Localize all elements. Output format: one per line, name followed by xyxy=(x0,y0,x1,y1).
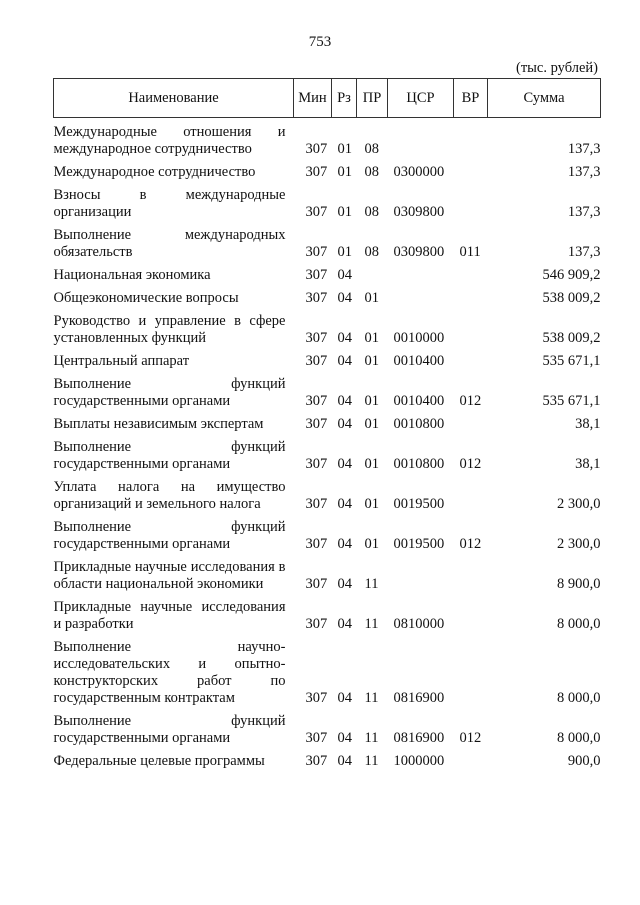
header-sum: Сумма xyxy=(488,79,601,118)
cell-sum: 8 000,0 xyxy=(557,690,601,706)
table-row xyxy=(54,310,601,350)
cell-name: Национальная экономика xyxy=(53,267,211,283)
cell-name: Центральный аппарат xyxy=(53,353,190,369)
cell-vr xyxy=(454,287,488,310)
table-row xyxy=(54,596,601,636)
cell-pr: 11 xyxy=(364,576,379,592)
page-number: 753 xyxy=(308,34,332,50)
header-pr: ПР xyxy=(357,79,388,118)
cell-sum: 137,3 xyxy=(567,141,601,157)
cell-vr: 012 xyxy=(459,393,482,409)
cell-rz: 04 xyxy=(337,730,352,746)
cell-min: 307 xyxy=(305,753,328,769)
table-row xyxy=(54,476,601,516)
cell-rz: 04 xyxy=(337,616,352,632)
table-row xyxy=(54,373,601,413)
cell-pr: 01 xyxy=(364,393,379,409)
cell-name: Выполнение функций государственными органами xyxy=(53,713,286,746)
cell-vr: 012 xyxy=(459,536,482,552)
cell-sum: 38,1 xyxy=(575,416,601,432)
cell-pr: 01 xyxy=(364,416,379,432)
cell-name: Международные отношения и международное сотрудничество xyxy=(53,124,286,157)
cell-rz: 04 xyxy=(337,393,352,409)
cell-pr: 08 xyxy=(364,164,379,180)
cell-sum: 8 000,0 xyxy=(557,616,601,632)
cell-sum: 900,0 xyxy=(567,753,601,769)
cell-csr: 1000000 xyxy=(393,753,445,769)
cell-sum: 538 009,2 xyxy=(542,330,601,346)
cell-pr: 01 xyxy=(364,353,379,369)
cell-vr xyxy=(454,636,488,710)
cell-name: Выполнение функций государственными органами xyxy=(53,439,286,472)
cell-vr xyxy=(454,413,488,436)
cell-name: Федеральные целевые программы xyxy=(53,753,265,769)
cell-min: 307 xyxy=(305,536,328,552)
cell-csr: 0300000 xyxy=(393,164,445,180)
table-row xyxy=(54,184,601,224)
cell-pr: 01 xyxy=(364,496,379,512)
cell-sum: 538 009,2 xyxy=(542,290,601,306)
cell-csr: 0019500 xyxy=(393,496,445,512)
cell-rz: 04 xyxy=(337,536,352,552)
cell-name: Выполнение функций государственными органами xyxy=(53,519,286,552)
cell-min: 307 xyxy=(305,290,328,306)
cell-rz: 04 xyxy=(337,330,352,346)
budget-table xyxy=(53,78,601,773)
cell-rz: 01 xyxy=(337,164,352,180)
cell-min: 307 xyxy=(305,244,328,260)
cell-csr xyxy=(388,264,454,287)
cell-csr xyxy=(388,118,454,162)
cell-vr xyxy=(454,310,488,350)
table-row xyxy=(54,350,601,373)
cell-name: Выполнение функций государственными органами xyxy=(53,376,286,409)
cell-min: 307 xyxy=(305,164,328,180)
cell-rz: 04 xyxy=(337,353,352,369)
cell-rz: 04 xyxy=(337,456,352,472)
cell-csr: 0816900 xyxy=(393,730,445,746)
table-row xyxy=(54,287,601,310)
cell-pr: 11 xyxy=(364,690,379,706)
header-vr: ВР xyxy=(454,79,488,118)
cell-sum: 137,3 xyxy=(567,164,601,180)
cell-vr xyxy=(454,476,488,516)
table-row xyxy=(54,436,601,476)
units-label: (тыс. рублей) xyxy=(516,60,598,76)
cell-sum: 535 671,1 xyxy=(542,393,601,409)
cell-csr: 0010400 xyxy=(393,353,445,369)
cell-min: 307 xyxy=(305,690,328,706)
cell-min: 307 xyxy=(305,141,328,157)
cell-vr xyxy=(454,556,488,596)
cell-vr xyxy=(454,118,488,162)
cell-csr: 0019500 xyxy=(393,536,445,552)
cell-sum: 38,1 xyxy=(575,456,601,472)
cell-pr: 01 xyxy=(364,536,379,552)
cell-vr xyxy=(454,750,488,773)
cell-min: 307 xyxy=(305,730,328,746)
cell-vr xyxy=(454,264,488,287)
cell-name: Уплата налога на имущество организаций и земельного налога xyxy=(53,479,286,512)
table-row xyxy=(54,264,601,287)
cell-min: 307 xyxy=(305,393,328,409)
cell-name: Общеэкономические вопросы xyxy=(53,290,239,306)
cell-pr: 11 xyxy=(364,616,379,632)
cell-name: Прикладные научные исследования в области национальной экономики xyxy=(53,559,286,592)
table-row xyxy=(54,118,601,162)
cell-rz: 04 xyxy=(337,576,352,592)
table-row xyxy=(54,750,601,773)
cell-vr: 012 xyxy=(459,456,482,472)
cell-csr: 0010800 xyxy=(393,416,445,432)
table-row xyxy=(54,413,601,436)
cell-rz: 04 xyxy=(337,290,352,306)
cell-sum: 8 900,0 xyxy=(557,576,601,592)
cell-csr: 0010400 xyxy=(393,393,445,409)
cell-rz: 04 xyxy=(337,496,352,512)
cell-min: 307 xyxy=(305,204,328,220)
cell-pr xyxy=(357,264,388,287)
cell-rz: 04 xyxy=(337,416,352,432)
cell-pr: 11 xyxy=(364,753,379,769)
table-row xyxy=(54,710,601,750)
cell-name: Руководство и управление в сфере установленных функций xyxy=(53,313,286,346)
cell-pr: 08 xyxy=(364,141,379,157)
cell-rz: 04 xyxy=(337,267,352,283)
cell-min: 307 xyxy=(305,267,328,283)
table-row xyxy=(54,224,601,264)
cell-csr xyxy=(388,287,454,310)
cell-sum: 546 909,2 xyxy=(542,267,601,283)
cell-rz: 01 xyxy=(337,141,352,157)
cell-sum: 8 000,0 xyxy=(557,730,601,746)
cell-csr: 0010800 xyxy=(393,456,445,472)
cell-pr: 08 xyxy=(364,204,379,220)
cell-sum: 137,3 xyxy=(567,204,601,220)
cell-csr: 0010000 xyxy=(393,330,445,346)
cell-min: 307 xyxy=(305,330,328,346)
table-row xyxy=(54,636,601,710)
cell-name: Выполнение международных обязательств xyxy=(53,227,286,260)
cell-min: 307 xyxy=(305,496,328,512)
cell-sum: 2 300,0 xyxy=(557,496,601,512)
cell-rz: 01 xyxy=(337,244,352,260)
cell-name: Выполнение научно-исследовательских и опытно-конструкторских работ по государственным контрактам xyxy=(53,639,286,706)
cell-min: 307 xyxy=(305,576,328,592)
cell-sum: 137,3 xyxy=(567,244,601,260)
cell-rz: 04 xyxy=(337,753,352,769)
cell-min: 307 xyxy=(305,353,328,369)
cell-pr: 08 xyxy=(364,244,379,260)
cell-vr xyxy=(454,596,488,636)
cell-csr xyxy=(388,556,454,596)
cell-pr: 01 xyxy=(364,290,379,306)
cell-min: 307 xyxy=(305,416,328,432)
cell-pr: 01 xyxy=(364,456,379,472)
cell-pr: 11 xyxy=(364,730,379,746)
cell-min: 307 xyxy=(305,456,328,472)
header-min: Мин xyxy=(294,79,332,118)
cell-csr: 0309800 xyxy=(393,244,445,260)
cell-vr: 011 xyxy=(459,244,481,260)
table-header xyxy=(54,79,601,118)
cell-vr: 012 xyxy=(459,730,482,746)
cell-name: Прикладные научные исследования и разработки xyxy=(53,599,286,632)
cell-name: Международное сотрудничество xyxy=(53,164,256,180)
cell-name: Выплаты независимым экспертам xyxy=(53,416,264,432)
cell-csr: 0810000 xyxy=(393,616,445,632)
cell-vr xyxy=(454,350,488,373)
cell-min: 307 xyxy=(305,616,328,632)
header-csr: ЦСР xyxy=(388,79,454,118)
cell-vr xyxy=(454,161,488,184)
table-row xyxy=(54,161,601,184)
cell-rz: 04 xyxy=(337,690,352,706)
cell-sum: 535 671,1 xyxy=(542,353,601,369)
header-rz: Рз xyxy=(332,79,357,118)
cell-sum: 2 300,0 xyxy=(557,536,601,552)
cell-vr xyxy=(454,184,488,224)
cell-rz: 01 xyxy=(337,204,352,220)
table-row xyxy=(54,556,601,596)
header-name: Наименование xyxy=(54,79,294,118)
cell-csr: 0816900 xyxy=(393,690,445,706)
table-row xyxy=(54,516,601,556)
cell-csr: 0309800 xyxy=(393,204,445,220)
cell-pr: 01 xyxy=(364,330,379,346)
cell-name: Взносы в международные организации xyxy=(53,187,286,220)
